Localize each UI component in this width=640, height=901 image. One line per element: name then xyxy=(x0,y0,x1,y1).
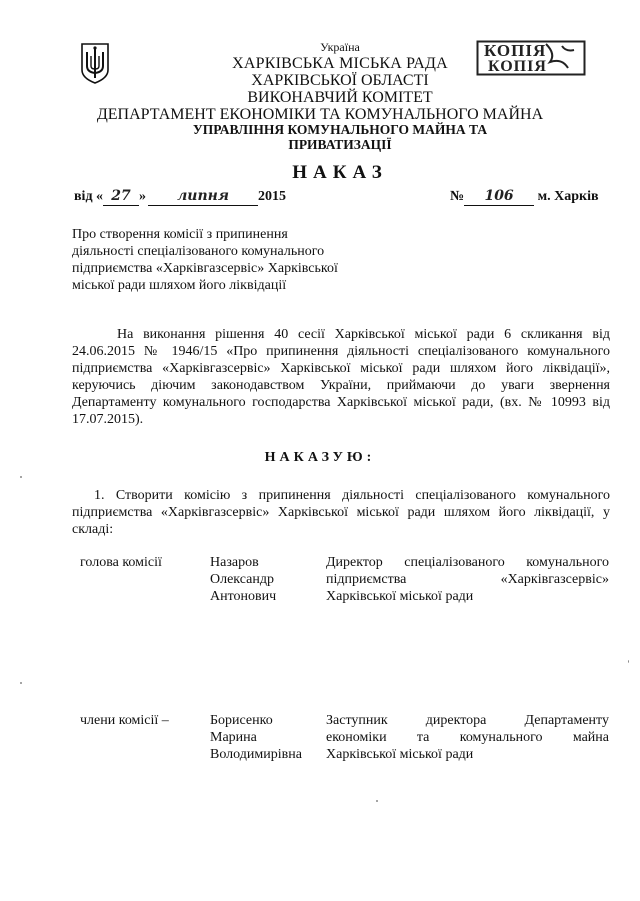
svg-text:КОПІЯ: КОПІЯ xyxy=(488,58,547,75)
member-name-2 xyxy=(210,712,302,763)
position-line: Харківської міської ради xyxy=(326,589,474,604)
name-line: Назаров xyxy=(210,555,259,570)
point-1-text: 1. Створити комісію з припинення діяльності спеціалізованого комунального підприємства «Харківгазсервіс» Харківської міської ради шляхом його ліквідації, у складі: xyxy=(72,488,610,537)
position-line: підприємства «Харківгазсервіс» xyxy=(326,572,609,587)
name-line: Олександр xyxy=(210,572,274,587)
order-subject xyxy=(72,226,338,294)
org-division-line2: ПРИВАТИЗАЦІЇ xyxy=(288,137,392,152)
name-line: Володимирівна xyxy=(210,747,302,762)
subject-line: Про створення комісії з припинення xyxy=(72,227,288,242)
org-department: ДЕПАРТАМЕНТ ЕКОНОМІКИ ТА КОМУНАЛЬНОГО МАЙНА xyxy=(96,106,544,123)
position-line: Заступник директора Департаменту xyxy=(326,713,609,728)
member-position-chair xyxy=(326,554,609,605)
order-point-1 xyxy=(72,487,610,538)
number-prefix: № xyxy=(450,189,465,204)
position-line: Директор спеціалізованого комунального xyxy=(326,555,609,570)
member-position-2 xyxy=(326,712,609,763)
subject-line: діяльності спеціалізованого комунального xyxy=(72,244,325,259)
number-field xyxy=(464,188,534,206)
member-role-chair: голова комісії xyxy=(80,555,162,570)
member-role-members: члени комісії – xyxy=(80,713,169,728)
position-line: Харківської міської ради xyxy=(326,747,474,762)
org-region: ХАРКІВСЬКОЇ ОБЛАСТІ xyxy=(251,72,429,89)
svg-text:КОПІЯ: КОПІЯ xyxy=(484,41,547,60)
org-division-line1: УПРАВЛІННЯ КОМУНАЛЬНОГО МАЙНА ТА xyxy=(192,122,488,137)
date-quote-close: » xyxy=(139,189,147,204)
date-day: 27 xyxy=(111,188,131,204)
subject-line: міської ради шляхом його ліквідації xyxy=(72,278,287,293)
preamble-text: На виконання рішення 40 сесії Харківської міської ради 6 скликання від 24.06.2015 № 1946/15 «Про припинення діяльності спеціалізованого комунального підприємства «Харківгазсервіс» Харківської міської ради шляхом його ліквідації», керуючись діючим законодавством України, приймаючи до уваги звернення Департаменту комунального господарства Харківської міської ради, (вх. № 10993 від 17.07.2015). xyxy=(72,327,610,427)
order-heading: НАКАЗУЮ: xyxy=(264,450,376,465)
subject-line: підприємства «Харківгазсервіс» Харківської xyxy=(72,261,338,276)
number-line xyxy=(450,188,599,206)
document-title: НАКАЗ xyxy=(292,162,388,183)
date-month-field xyxy=(148,188,258,206)
date-prefix: від « xyxy=(74,189,104,204)
date-day-field xyxy=(103,188,139,206)
number-value: 106 xyxy=(484,188,514,204)
name-line: Марина xyxy=(210,730,257,745)
org-council: ХАРКІВСЬКА МІСЬКА РАДА xyxy=(232,55,448,72)
date-year: 2015 xyxy=(258,189,287,204)
name-line: Антонович xyxy=(210,589,277,604)
org-executive-committee: ВИКОНАВЧИЙ КОМІТЕТ xyxy=(247,89,433,106)
position-line: економіки та комунального майна xyxy=(326,730,609,745)
preamble-paragraph xyxy=(72,326,610,428)
date-line xyxy=(74,188,286,206)
city-label: м. Харків xyxy=(537,189,599,204)
date-month: липня xyxy=(177,188,230,204)
member-name-chair xyxy=(210,554,276,605)
country-label: Україна xyxy=(320,40,360,54)
name-line: Борисенко xyxy=(210,713,273,728)
